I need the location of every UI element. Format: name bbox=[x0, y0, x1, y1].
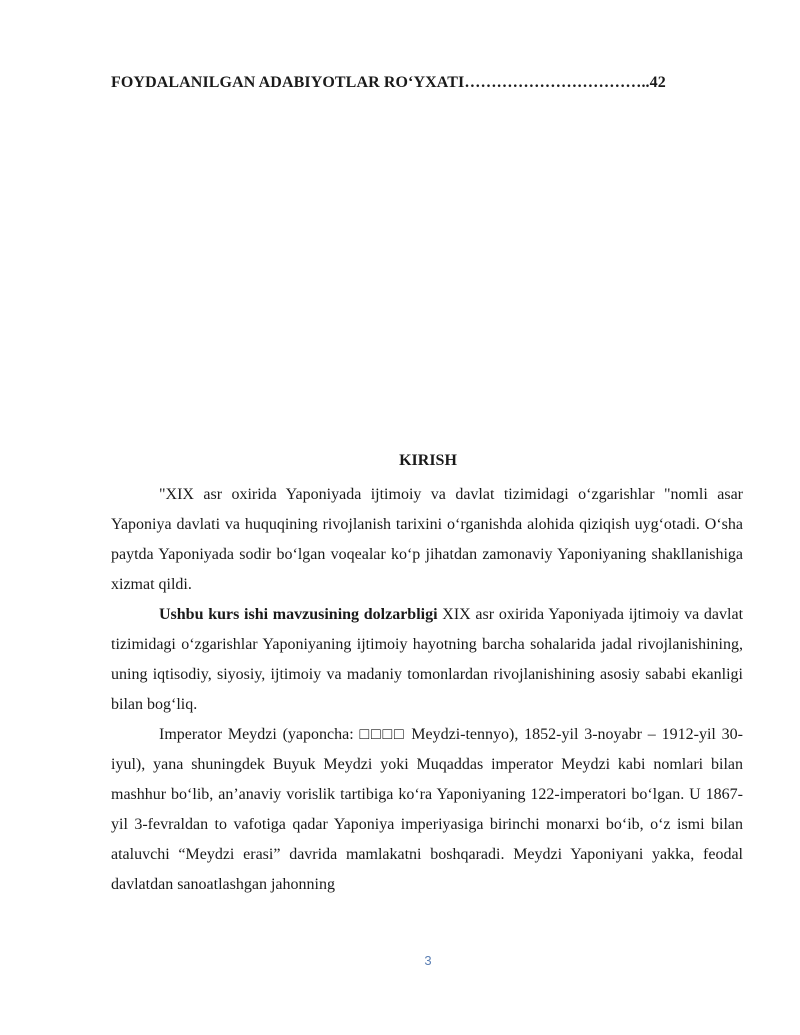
toc-entry-label: FOYDALANILGAN ADABIYOTLAR RO‘YXATI bbox=[111, 74, 465, 91]
page-number: 3 bbox=[424, 953, 432, 968]
toc-leader-dots: …………………………….. bbox=[464, 74, 650, 91]
body-text bbox=[111, 480, 743, 900]
toc-page-number: 42 bbox=[649, 74, 666, 91]
relevance-text: XIX asr oxirida Yaponiyada ijtimoiy va davlat tizimidagi o‘zgarishlar Yaponiyaning ijtimoiy hayotning barcha sohalarida jadal rivojlanishining, uning iqtisodiy, siyosiy, ijtimoiy va madaniy tomonlardan rivojlanishining asosiy sababi ekanligi bilan bog‘liq. bbox=[111, 606, 744, 713]
paragraph-emperor: Imperator Meydzi (yaponcha: □□□□ Meydzi-tennyo), 1852-yil 3-noyabr – 1912-yil 30-iyul), yana shuningdek Buyuk Meydzi yoki Muqaddas imperator Meydzi kabi nomlari bilan mashhur bo‘lib, an’anaviy vorislik tartibiga ko‘ra Yaponiyaning 122-imperatori bo‘lgan. U 1867-yil 3-fevraldan to vafotiga qadar Yaponiya imperiyasiga birinchi monarxi bo‘ib, o‘z ismi bilan ataluvchi “Meydzi erasi” davrida mamlakatni boshqaradi. Meydzi Yaponiyani yakka, feodal davlatdan sanoatlashgan jahonning bbox=[111, 726, 743, 893]
paragraph-intro: "XIX asr oxirida Yaponiyada ijtimoiy va davlat tizimidagi o‘zgarishlar "nomli asar Yaponiya davlati va huquqining rivojlanish tarixini o‘rganishda alohida qiziqish uyg‘otadi. O‘sha paytda Yaponiyada sodir bo‘lgan voqealar ko‘p jihatdan zamonaviy Yaponiyaning shakllanishiga xizmat qildi. bbox=[111, 486, 743, 593]
relevance-label: Ushbu kurs ishi mavzusining dolzarbligi bbox=[159, 606, 438, 623]
paragraph-relevance bbox=[111, 600, 743, 720]
toc-entry[interactable] bbox=[111, 74, 751, 92]
section-heading: KIRISH bbox=[399, 452, 457, 469]
